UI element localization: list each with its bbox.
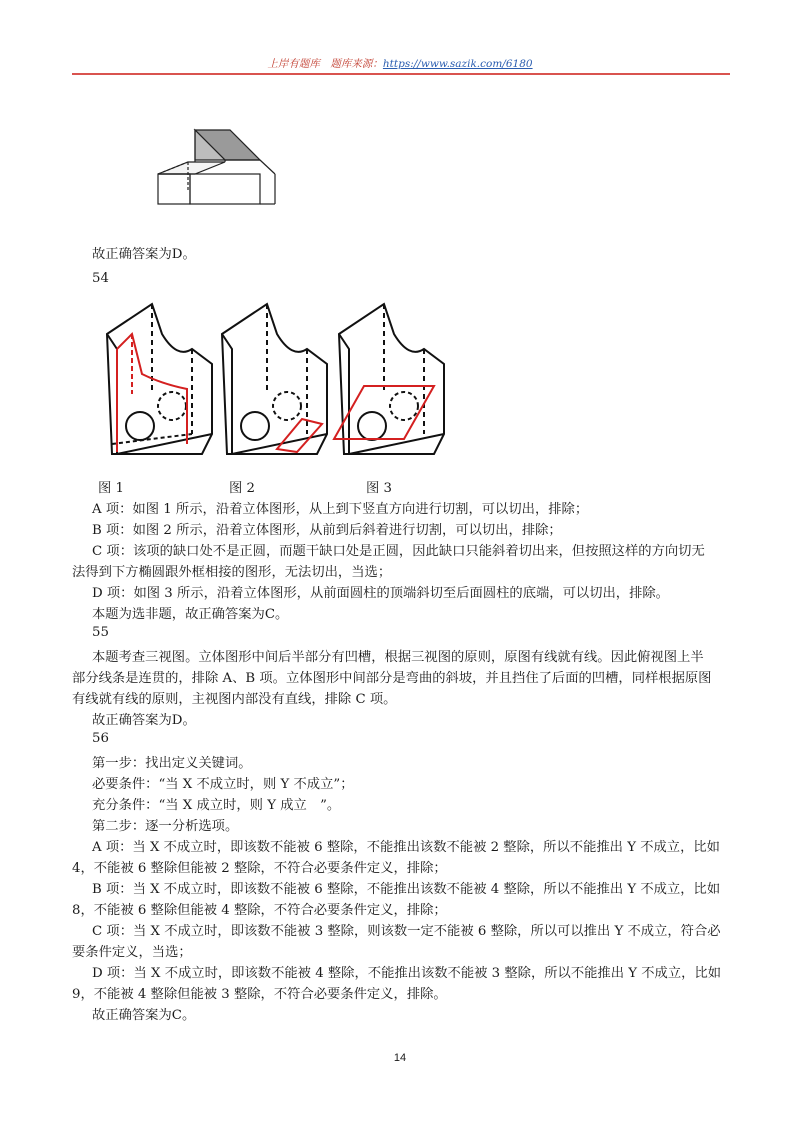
text-line: C 项：当 X 不成立时，即该数不能被 3 整除，则该数一定不能被 6 整除，所以可以推出 Y 不成立，符合必 <box>92 924 721 939</box>
header-link[interactable]: https://www.sazik.com/6180 <box>382 58 533 70</box>
text-line: D 项：当 X 不成立时，即该数不能被 4 整除，不能推出该数不能被 3 整除，所以不能推出 Y 不成立，比如 <box>92 966 722 981</box>
page-number: 14 <box>393 1052 407 1064</box>
text-line: 法得到下方椭圆跟外框相接的图形，无法切出，当选； <box>72 565 392 580</box>
text-line: 必要条件：“当 X 不成立时，则 Y 不成立”； <box>92 777 354 792</box>
header-label: 上岸有题库 题库来源： <box>267 58 383 70</box>
figure-1 <box>107 304 212 454</box>
text-line: B 项：当 X 不成立时，即该数不能被 6 整除，不能推出该数不能被 4 整除，所以不能推出 Y 不成立，比如 <box>92 882 721 897</box>
answer-54: 本题为选非题，故正确答案为C。 <box>92 607 289 622</box>
text-line: 充分条件：“当 X 成立时，则 Y 成立 ”。 <box>92 798 341 813</box>
answer-55: 故正确答案为D。 <box>92 713 196 728</box>
solution-figures-54 <box>92 294 452 474</box>
text-line: 4，不能被 6 整除但能被 2 整除，不符合必要条件定义，排除； <box>72 861 447 876</box>
text-line: 9，不能被 4 整除但能被 3 整除，不符合必要条件定义，排除。 <box>72 987 447 1002</box>
text-line: 8，不能被 6 整除但能被 4 整除，不符合必要条件定义，排除； <box>72 903 447 918</box>
text-line: 部分线条是连贯的，排除 A、B 项。立体图形中间部分是弯曲的斜坡，并且挡住了后面的凹槽，同样根据原图 <box>72 671 712 686</box>
question-number-56: 56 <box>92 731 109 746</box>
text-line: 第二步：逐一分析选项。 <box>92 819 239 834</box>
text-line: C 项：该项的缺口处不是正圆，而题干缺口处是正圆，因此缺口只能斜着切出来，但按照这样的方向切无 <box>92 544 705 559</box>
text-line: A 项：当 X 不成立时，即该数不能被 6 整除，不能推出该数不能被 2 整除，所以不能推出 Y 不成立，比如 <box>92 840 720 855</box>
header-divider <box>72 73 730 75</box>
text-line: B 项：如图 2 所示，沿着立体图形，从前到后斜着进行切割，可以切出，排除； <box>92 523 562 538</box>
question-number-55: 55 <box>92 625 109 640</box>
text-line: 要条件定义，当选； <box>72 945 192 960</box>
figure-3 <box>339 304 444 454</box>
text-line: A 项：如图 1 所示，沿着立体图形，从上到下竖直方向进行切割，可以切出，排除； <box>92 502 589 517</box>
text-line: 有线就有线的原则，主视图内部没有直线，排除 C 项。 <box>72 692 397 707</box>
figure-caption: 图 3 <box>366 481 392 496</box>
answer-figure-53 <box>150 122 280 212</box>
question-number-54: 54 <box>92 271 109 286</box>
page-header <box>0 56 800 71</box>
figure-caption: 图 1 <box>98 481 124 496</box>
answer-53: 故正确答案为D。 <box>92 247 196 262</box>
figure-caption: 图 2 <box>229 481 255 496</box>
figure-2 <box>222 304 327 454</box>
text-line: 本题考查三视图。立体图形中间后半部分有凹槽，根据三视图的原则，原图有线就有线。因此俯视图上半 <box>92 650 704 665</box>
answer-56: 故正确答案为C。 <box>92 1008 196 1023</box>
text-line: D 项：如图 3 所示，沿着立体图形，从前面圆柱的顶端斜切至后面圆柱的底端，可以切出，排除。 <box>92 586 669 601</box>
text-line: 第一步：找出定义关键词。 <box>92 756 252 771</box>
